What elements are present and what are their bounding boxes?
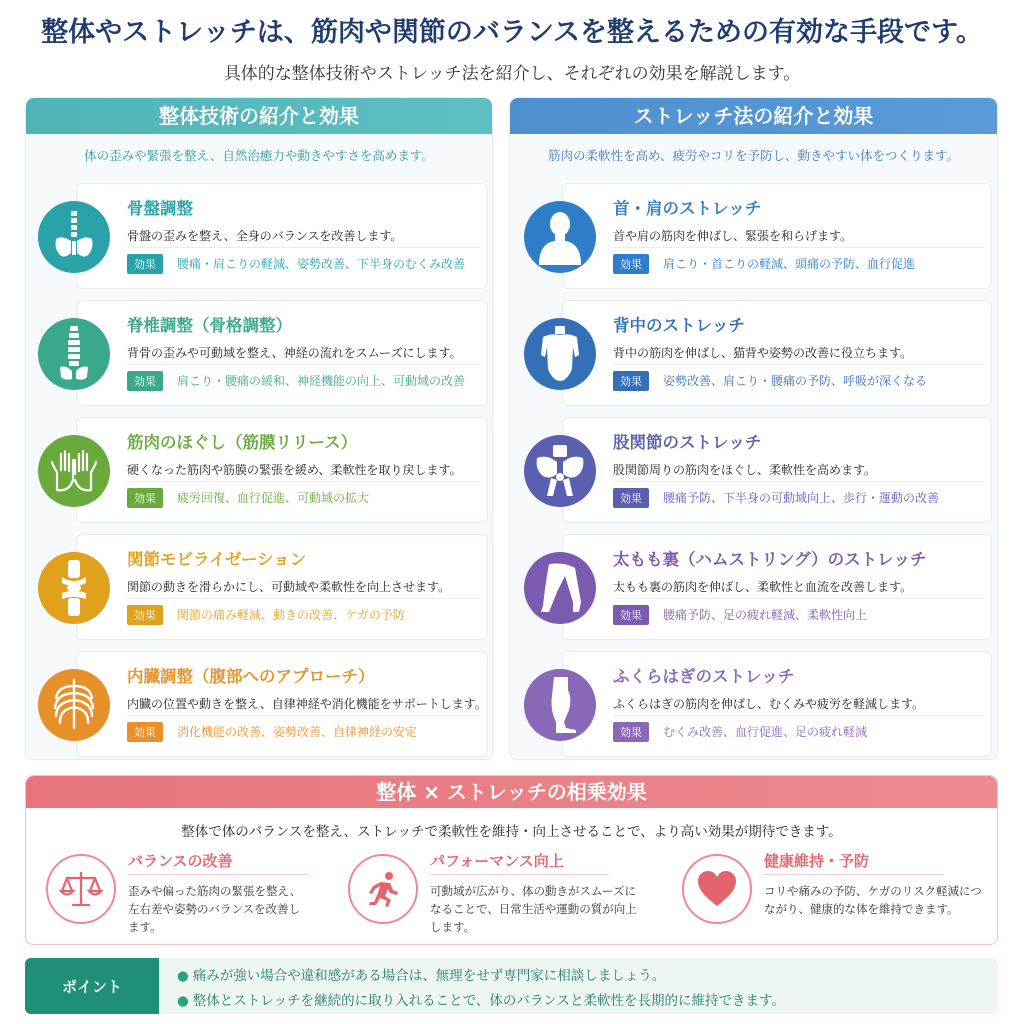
effect-badge: 効果 — [127, 254, 163, 274]
effect-badge: 効果 — [613, 254, 649, 274]
hands-icon — [38, 435, 110, 507]
divider — [613, 715, 984, 716]
point-section — [25, 958, 998, 1014]
technique-description: 骨盤の歪みを整え、全身のバランスを改善します。 — [127, 229, 403, 243]
neck-shoulder-icon — [524, 201, 596, 273]
synergy-item-health — [682, 848, 992, 940]
technique-item — [32, 183, 488, 289]
technique-title: 関節モビライゼーション — [127, 550, 307, 569]
divider — [613, 364, 984, 365]
page-subtitle: 具体的な整体技術やストレッチ法を紹介し、それぞれの効果を解説します。 — [223, 64, 801, 84]
technique-item — [32, 300, 488, 406]
technique-description: 硬くなった筋肉や筋膜の緊張を緩め、柔軟性を取り戻します。 — [127, 463, 462, 477]
page-title: 整体やストレッチは、筋肉や関節のバランスを整えるための有効な手段です。 — [41, 17, 983, 48]
effect-text: 姿勢改善、肩こり・腰痛の予防、呼吸が深くなる — [663, 374, 928, 388]
effect-text: 関節の痛み軽減、動きの改善、ケガの予防 — [177, 608, 405, 622]
back-icon — [524, 318, 596, 390]
divider — [613, 481, 984, 482]
divider — [127, 364, 480, 365]
technique-description: 関節の動きを滑らかにし、可動域や柔軟性を向上させます。 — [127, 580, 451, 594]
spine-icon — [38, 318, 110, 390]
synergy-item-desc: コリや痛みの予防、ケガのリスク軽減につながり、健康的な体を維持できます。 — [764, 884, 982, 916]
effect-text: 肩こり・首こりの軽減、頭痛の予防、血行促進 — [663, 257, 916, 271]
divider — [613, 247, 984, 248]
technique-description: 首や肩の筋肉を伸ばし、緊張を和らげます。 — [613, 229, 853, 243]
technique-title: 太もも裏（ハムストリング）のストレッチ — [613, 550, 927, 569]
technique-item — [518, 183, 992, 289]
divider — [127, 481, 480, 482]
technique-item — [518, 534, 992, 640]
hip-joint-icon — [524, 435, 596, 507]
ribcage-icon — [38, 669, 110, 741]
effect-badge: 効果 — [613, 371, 649, 391]
technique-title: 首・肩のストレッチ — [613, 199, 762, 218]
effect-text: 消化機能の改善、姿勢改善、自律神経の安定 — [177, 725, 418, 739]
stretch-panel — [509, 97, 998, 760]
technique-description: 背中の筋肉を伸ばし、猫背や姿勢の改善に役立ちます。 — [613, 346, 913, 360]
technique-item — [32, 534, 488, 640]
knee-joint-icon — [38, 552, 110, 624]
technique-title: 骨盤調整 — [127, 199, 193, 218]
technique-item — [518, 300, 992, 406]
synergy-item-balance — [46, 848, 336, 940]
technique-title: ふくらはぎのストレッチ — [613, 667, 795, 686]
calf-icon — [524, 669, 596, 741]
technique-item — [518, 417, 992, 523]
effect-badge: 効果 — [613, 488, 649, 508]
pelvis-icon — [38, 201, 110, 273]
effect-text: むくみ改善、血行促進、足の疲れ軽減 — [663, 725, 868, 739]
effect-text: 腰痛予防、足の疲れ軽減、柔軟性向上 — [663, 608, 868, 622]
technique-title: 内臓調整（腹部へのアプローチ） — [127, 667, 375, 686]
synergy-item-performance — [348, 848, 648, 940]
synergy-item-desc: 可動域が広がり、体の動きがスムーズになることで、日常生活や運動の質が向上します。 — [430, 884, 637, 934]
technique-title: 背中のストレッチ — [613, 316, 745, 335]
effect-text: 腰痛予防、下半身の可動域向上、歩行・運動の改善 — [663, 491, 940, 505]
divider — [127, 715, 480, 716]
effect-badge: 効果 — [127, 722, 163, 742]
hamstring-icon — [524, 552, 596, 624]
synergy-item-title: バランスの改善 — [128, 852, 233, 870]
synergy-item-desc: 歪みや偏った筋肉の緊張を整え、左右差や姿勢のバランスを改善します。 — [128, 884, 302, 934]
effect-badge: 効果 — [613, 605, 649, 625]
runner-icon — [348, 854, 418, 924]
effect-badge: 効果 — [127, 605, 163, 625]
synergy-subtitle: 整体で体のバランスを整え、ストレッチで柔軟性を維持・向上させることで、より高い効果が期待できます。 — [181, 824, 842, 840]
effect-badge: 効果 — [613, 722, 649, 742]
stretch-panel-subtitle: 筋肉の柔軟性を高め、疲労やコリを予防し、動きやすい体をつくります。 — [547, 148, 959, 163]
technique-item — [518, 651, 992, 757]
effect-text: 疲労回復、血行促進、可動域の拡大 — [177, 491, 370, 505]
technique-description: 背骨の歪みや可動域を整え、神経の流れをスムーズにします。 — [127, 346, 462, 360]
technique-title: 股関節のストレッチ — [613, 433, 762, 452]
technique-description: 内臓の位置や動きを整え、自律神経や消化機能をサポートします。 — [127, 697, 487, 711]
technique-item — [32, 417, 488, 523]
effect-badge: 効果 — [127, 488, 163, 508]
point-label: ポイント — [25, 958, 159, 1014]
point-line: ● 痛みが強い場合や違和感がある場合は、無理をせず専門家に相談しましょう。 — [177, 968, 666, 984]
technique-title: 脊椎調整（骨格調整） — [127, 316, 292, 335]
seitai-panel-title: 整体技術の紹介と効果 — [26, 98, 492, 134]
synergy-item-title: 健康維持・予防 — [764, 852, 870, 870]
divider — [613, 598, 984, 599]
seitai-panel-subtitle: 体の歪みや緊張を整え、自然治癒力や動きやすさを高めます。 — [84, 148, 434, 163]
heart-icon — [682, 854, 752, 924]
synergy-item-title: パフォーマンス向上 — [430, 852, 564, 870]
effect-text: 腰痛・肩こりの軽減、姿勢改善、下半身のむくみ改善 — [177, 257, 466, 271]
technique-description: 太もも裏の筋肉を伸ばし、柔軟性と血流を改善します。 — [613, 580, 913, 594]
synergy-section — [25, 775, 998, 945]
synergy-title: 整体 × ストレッチの相乗効果 — [26, 776, 997, 808]
stretch-panel-title: ストレッチ法の紹介と効果 — [510, 98, 997, 134]
scale-icon — [46, 854, 116, 924]
point-line: ● 整体とストレッチを継続的に取り入れることで、体のバランスと柔軟性を長期的に維持できます。 — [177, 993, 785, 1009]
divider — [127, 247, 480, 248]
seitai-panel — [25, 97, 493, 760]
effect-badge: 効果 — [127, 371, 163, 391]
technique-title: 筋肉のほぐし（筋膜リリース） — [127, 433, 358, 452]
technique-description: ふくらはぎの筋肉を伸ばし、むくみや疲労を軽減します。 — [613, 697, 925, 711]
technique-item — [32, 651, 488, 757]
technique-description: 股関節周りの筋肉をほぐし、柔軟性を高めます。 — [613, 463, 877, 477]
header — [0, 10, 1024, 84]
divider — [127, 598, 480, 599]
effect-text: 肩こり・腰痛の緩和、神経機能の向上、可動域の改善 — [177, 374, 466, 388]
